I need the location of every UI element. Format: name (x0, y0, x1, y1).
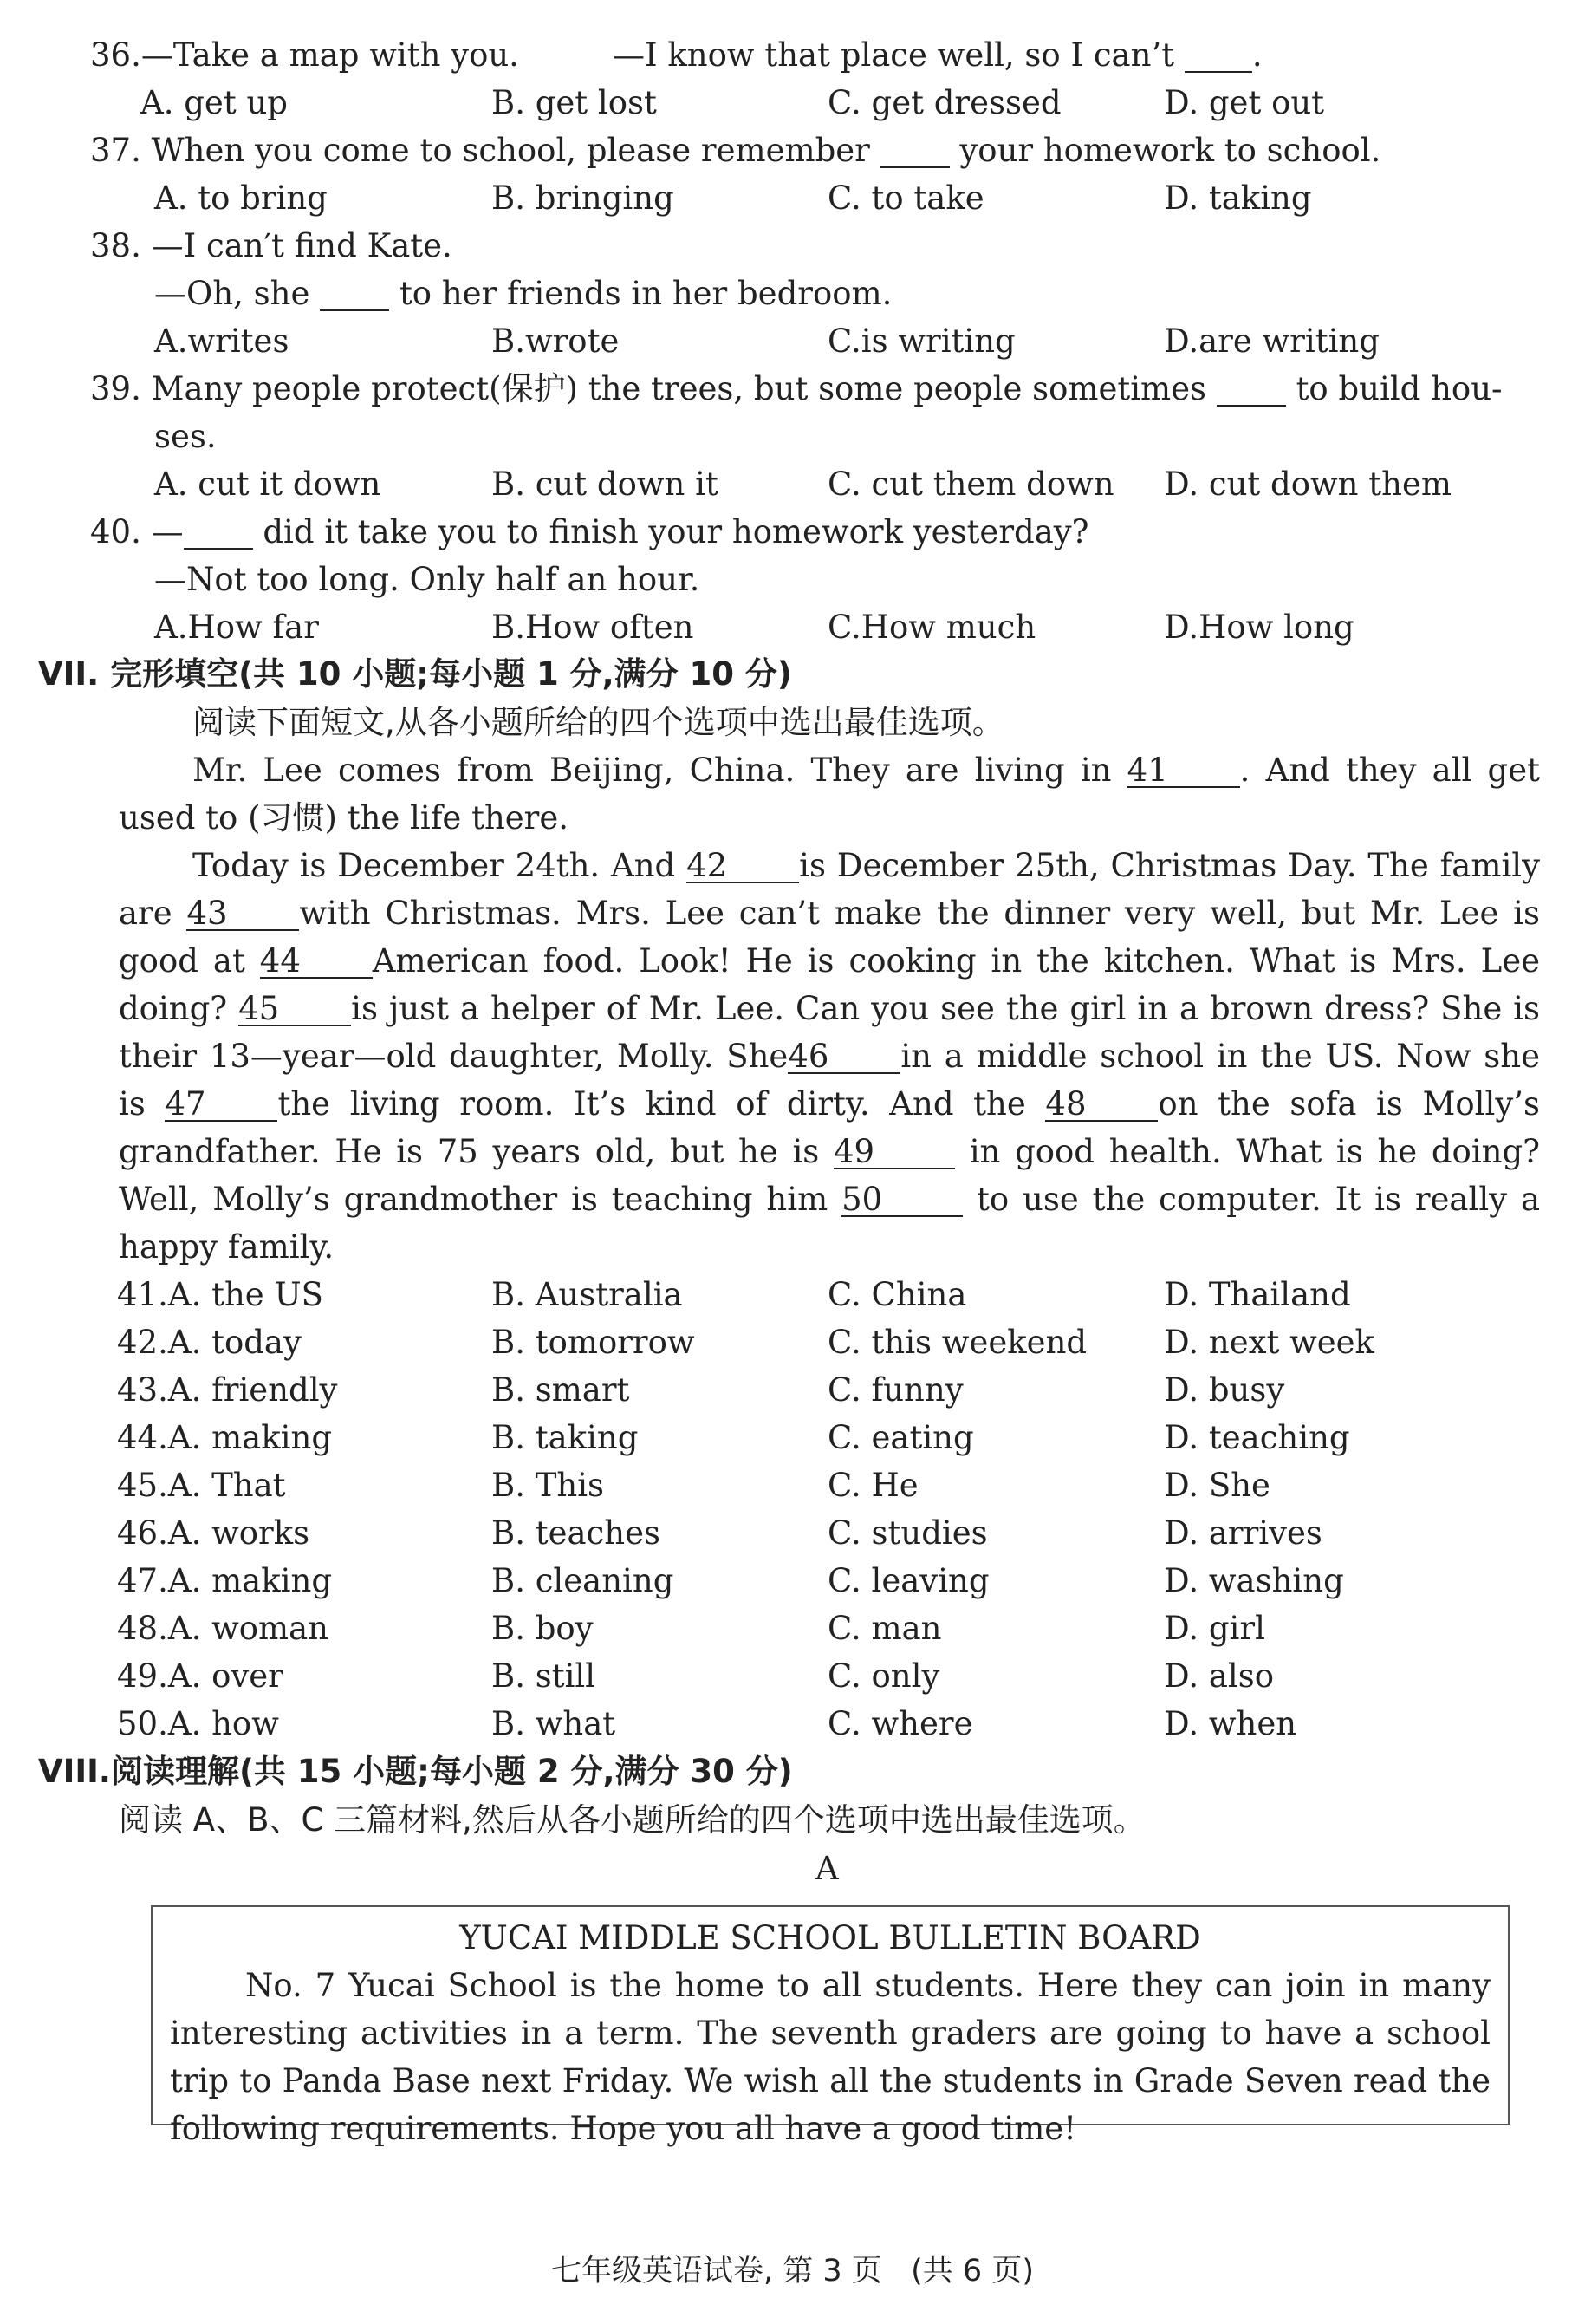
q38-option-c: C.is writing (828, 322, 1016, 360)
cloze-blank-45: 45 (238, 993, 351, 1026)
cloze-option-d: D. girl (1164, 1610, 1265, 1647)
passage-line-6: doing? 45 is just a helper of Mr. Lee. Can you see the girl in a brown dress? She is (119, 990, 1540, 1027)
q38-stem: 38. —I can′t find Kate. (90, 227, 452, 264)
q39-stem: 39. Many people protect(保护) the trees, but some people sometimes to build hou- (90, 370, 1503, 407)
section-vii-instructions: 阅读下面短文,从各小题所给的四个选项中选出最佳选项。 (192, 704, 1004, 741)
q40-reply: —Not too long. Only half an hour. (154, 561, 700, 598)
bulletin-board-title: YUCAI MIDDLE SCHOOL BULLETIN BOARD (459, 1919, 1201, 1956)
q37-option-a: A. to bring (154, 179, 328, 217)
cloze-option-c: C. China (828, 1276, 967, 1313)
cloze-option-b: B. still (491, 1657, 596, 1695)
cloze-option-row: 44.A. making (117, 1419, 332, 1456)
cloze-option-b: B. Australia (491, 1276, 683, 1313)
q37-stem: 37. When you come to school, please remember your homework to school. (90, 132, 1381, 169)
passage-line-1: Mr. Lee comes from Beijing, China. They are living in 41 . And they all get (192, 752, 1540, 789)
cloze-option-b: B. taking (491, 1419, 639, 1456)
cloze-option-c: C. funny (828, 1371, 964, 1409)
q38-option-d: D.are writing (1164, 322, 1380, 360)
q36-option-c: C. get dressed (828, 84, 1062, 121)
q39-option-b: B. cut down it (491, 465, 718, 503)
passage-line-4: are 43 with Christmas. Mrs. Lee can’t make the dinner very well, but Mr. Lee is (119, 895, 1540, 932)
cloze-option-c: C. studies (828, 1514, 988, 1552)
cloze-blank-42: 42 (686, 850, 799, 883)
cloze-option-c: C. this weekend (828, 1324, 1088, 1361)
q36-stem: 36.—Take a map with you. (90, 36, 519, 74)
passage-line-5: good at 44 American food. Look! He is cooking in the kitchen. What is Mrs. Lee (119, 942, 1540, 980)
q39-option-c: C. cut them down (828, 465, 1114, 503)
q38-reply: —Oh, she to her friends in her bedroom. (154, 275, 893, 312)
cloze-option-c: C. only (828, 1657, 940, 1695)
q40-option-a: A.How far (154, 609, 319, 646)
cloze-option-d: D. busy (1164, 1371, 1285, 1409)
cloze-option-row: 42.A. today (117, 1324, 302, 1361)
passage-line-9: grandfather. He is 75 years old, but he is 49 in good health. What is he doing? (119, 1133, 1541, 1170)
cloze-option-c: C. He (828, 1467, 919, 1504)
cloze-option-b: B. tomorrow (491, 1324, 695, 1361)
cloze-option-d: D. next week (1164, 1324, 1374, 1361)
cloze-option-d: D. She (1164, 1467, 1270, 1504)
cloze-option-d: D. arrives (1164, 1514, 1322, 1552)
cloze-option-b: B. boy (491, 1610, 594, 1647)
q39-option-d: D. cut down them (1164, 465, 1452, 503)
cloze-blank-41: 41 (1127, 754, 1240, 788)
q36-option-d: D. get out (1164, 84, 1325, 121)
cloze-option-c: C. man (828, 1610, 942, 1647)
cloze-option-d: D. Thailand (1164, 1276, 1351, 1313)
passage-line-10: Well, Molly’s grandmother is teaching him 50 to use the computer. It is really a (119, 1181, 1541, 1218)
cloze-option-c: C. where (828, 1705, 973, 1742)
bulletin-line-4: following requirements. Hope you all have a good time! (170, 2110, 1077, 2147)
q37-option-d: D. taking (1164, 179, 1312, 217)
q36-option-b: B. get lost (491, 84, 657, 121)
answer-blank (880, 134, 950, 168)
cloze-option-row: 48.A. woman (117, 1610, 329, 1647)
cloze-option-row: 47.A. making (117, 1562, 332, 1599)
section-vii-title: VII. 完形填空(共 10 小题;每小题 1 分,满分 10 分) (38, 655, 792, 693)
bulletin-line-2: interesting activities in a term. The seventh graders are going to have a school (170, 2015, 1491, 2052)
section-viii-title: VIII.阅读理解(共 15 小题;每小题 2 分,满分 30 分) (38, 1753, 793, 1790)
q39-stem-cont: ses. (154, 418, 217, 455)
cloze-blank-47: 47 (165, 1088, 277, 1122)
q36-reply: —I know that place well, so I can’t . (613, 36, 1263, 74)
q40-option-c: C.How much (828, 609, 1036, 646)
cloze-blank-43: 43 (186, 897, 299, 931)
cloze-option-b: B. This (491, 1467, 605, 1504)
cloze-option-row: 43.A. friendly (117, 1371, 338, 1409)
cloze-option-b: B. what (491, 1705, 616, 1742)
q38-option-b: B.wrote (491, 322, 620, 360)
passage-line-2: used to (习惯) the life there. (119, 799, 569, 837)
cloze-option-c: C. leaving (828, 1562, 990, 1599)
cloze-option-b: B. smart (491, 1371, 630, 1409)
passage-line-3: Today is December 24th. And 42 is December 25th, Christmas Day. The family (192, 847, 1541, 884)
cloze-option-b: B. teaches (491, 1514, 660, 1552)
answer-blank (184, 516, 253, 550)
cloze-blank-44: 44 (260, 945, 373, 979)
cloze-option-row: 49.A. over (117, 1657, 283, 1695)
cloze-blank-46: 46 (788, 1040, 900, 1074)
answer-blank (320, 277, 389, 311)
answer-blank (1217, 373, 1286, 407)
passage-line-7: their 13—year—old daughter, Molly. She46 in a middle school in the US. Now she (119, 1038, 1540, 1075)
q38-option-a: A.writes (154, 322, 289, 360)
q40-option-b: B.How often (491, 609, 694, 646)
answer-blank (1185, 39, 1252, 73)
passage-line-11: happy family. (119, 1228, 335, 1266)
page-footer: 七年级英语试卷, 第 3 页 (共 6 页) (551, 2254, 1034, 2288)
q37-option-b: B. bringing (491, 179, 674, 217)
cloze-option-row: 41.A. the US (117, 1276, 323, 1313)
cloze-option-d: D. teaching (1164, 1419, 1350, 1456)
q37-option-c: C. to take (828, 179, 984, 217)
cloze-option-d: D. when (1164, 1705, 1297, 1742)
q40-stem: 40. — did it take you to finish your homework yesterday? (90, 513, 1089, 550)
cloze-blank-50: 50 (841, 1183, 963, 1217)
cloze-blank-48: 48 (1045, 1088, 1158, 1122)
cloze-blank-49: 49 (834, 1136, 955, 1169)
cloze-option-b: B. cleaning (491, 1562, 674, 1599)
cloze-option-row: 45.A. That (117, 1467, 286, 1504)
bulletin-line-1: No. 7 Yucai School is the home to all students. Here they can join in many (245, 1967, 1491, 2004)
q36-option-a: A. get up (140, 84, 288, 121)
q40-option-d: D.How long (1164, 609, 1354, 646)
cloze-option-c: C. eating (828, 1419, 974, 1456)
cloze-option-row: 46.A. works (117, 1514, 310, 1552)
passage-label: A (815, 1850, 839, 1887)
section-viii-instructions: 阅读 A、B、C 三篇材料,然后从各小题所给的四个选项中选出最佳选项。 (119, 1801, 1146, 1839)
bulletin-line-3: trip to Panda Base next Friday. We wish all the students in Grade Seven read the (170, 2062, 1491, 2099)
passage-line-8: is 47 the living room. It’s kind of dirty. And the 48 on the sofa is Molly’s (119, 1085, 1540, 1123)
q39-option-a: A. cut it down (154, 465, 381, 503)
cloze-option-d: D. washing (1164, 1562, 1344, 1599)
cloze-option-d: D. also (1164, 1657, 1275, 1695)
cloze-option-row: 50.A. how (117, 1705, 279, 1742)
